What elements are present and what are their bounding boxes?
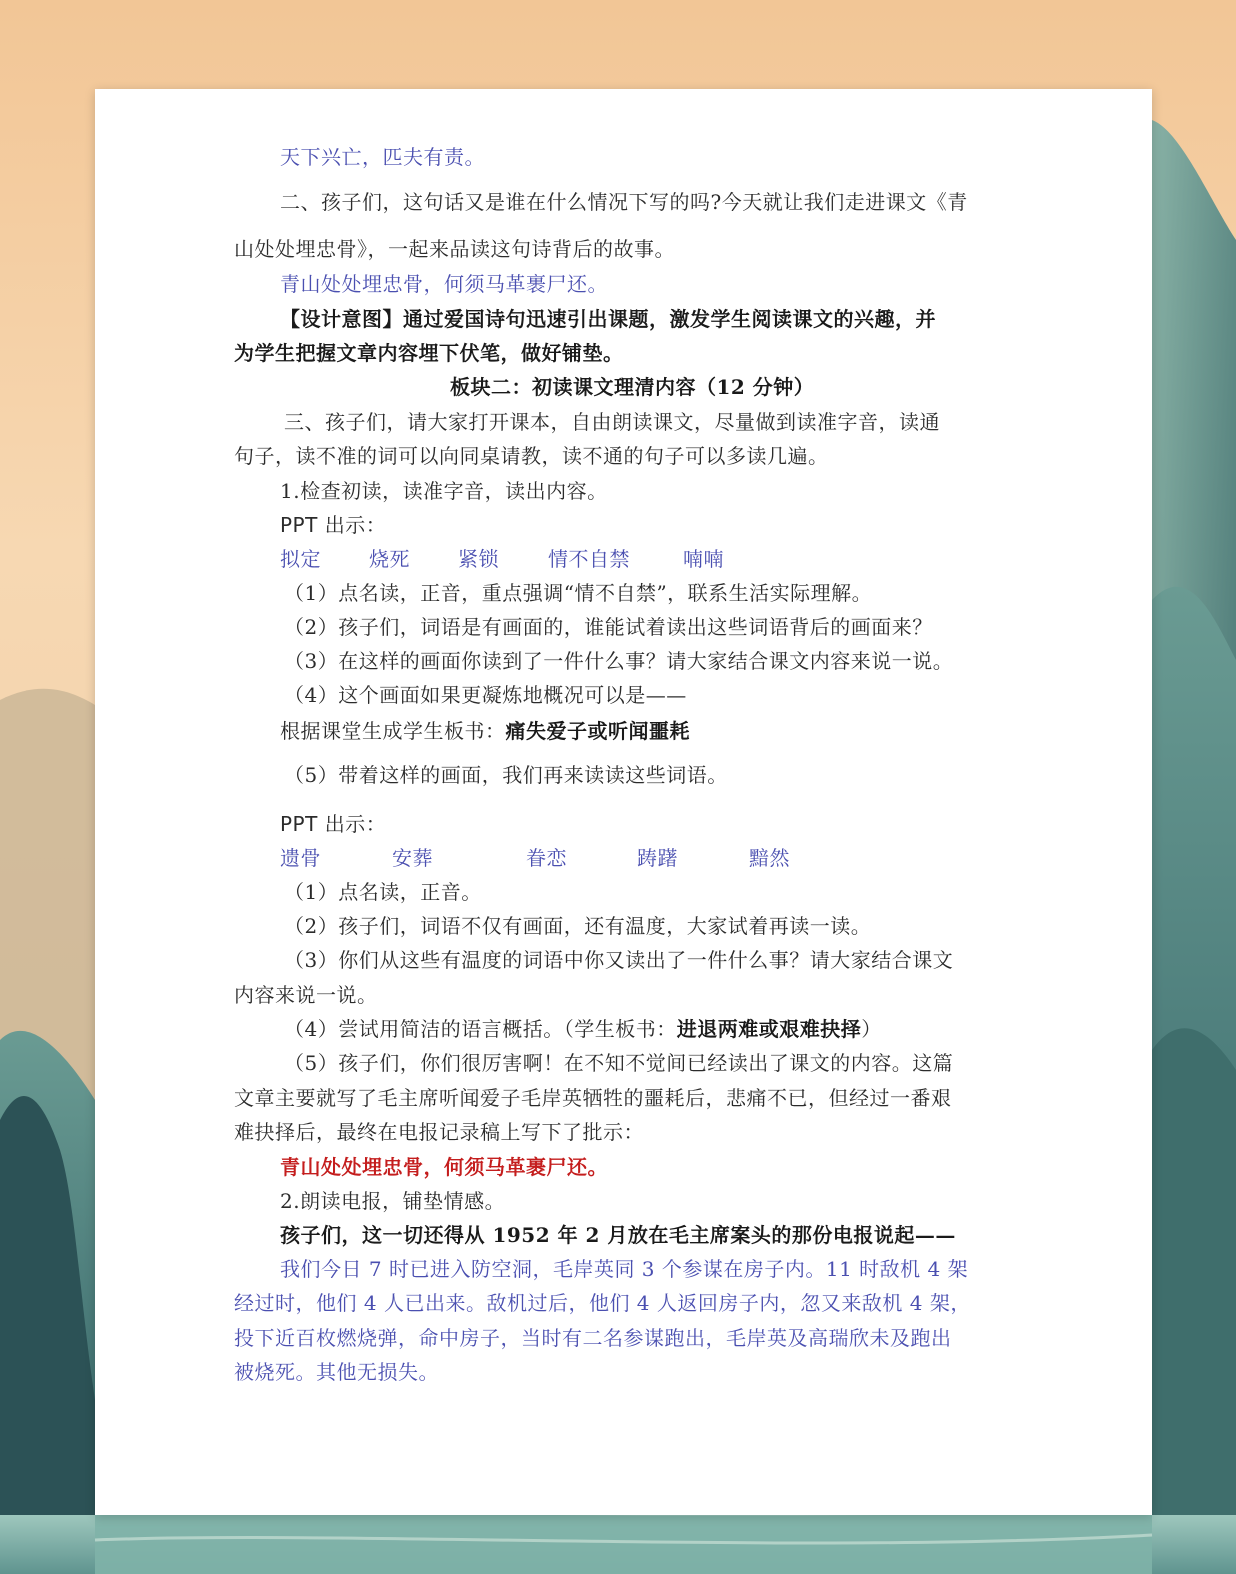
poem-quote: 青山处处埋忠骨，何须马革裹尸还。	[280, 1155, 608, 1179]
text-line: 山处处埋忠骨》，一起来品读这句诗背后的故事。	[234, 237, 675, 261]
board-note: 痛失爱子或听闻噩耗	[505, 719, 690, 743]
text-line: 难抉择后，最终在电报记录稿上写下了批示：	[234, 1120, 644, 1144]
document-page	[95, 89, 1152, 1515]
vocab-word: 情不自禁	[548, 547, 630, 571]
vocab-word: 烧死	[369, 547, 410, 571]
vocab-word: 踌躇	[637, 846, 678, 870]
vocab-word: 拟定	[280, 547, 321, 571]
text-line: 2.朗读电报，铺垫情感。	[280, 1189, 506, 1213]
telegram-line: 投下近百枚燃烧弹，命中房子，当时有二名参谋跑出，毛岸英及高瑞欣未及跑出	[234, 1326, 952, 1350]
text-line: 1.检查初读，读准字音，读出内容。	[280, 479, 608, 503]
text-line: 二、孩子们，这句话又是谁在什么情况下写的吗?今天就让我们走进课文《青	[280, 190, 968, 214]
vocab-word: 遗骨	[280, 846, 321, 870]
text-line: （2）孩子们，词语不仅有画面，还有温度，大家试着再读一读。	[284, 914, 872, 938]
vocab-word: 黯然	[749, 846, 790, 870]
text-line: 文章主要就写了毛主席听闻爱子毛岸英牺牲的噩耗后，悲痛不已，但经过一番艰	[234, 1086, 952, 1110]
ppt-label: PPT 出示：	[280, 812, 387, 836]
text-line: （4）这个画面如果更凝炼地概况可以是——	[284, 683, 687, 707]
telegram-line: 经过时，他们 4 人已出来。敌机过后，他们 4 人返回房子内，忽又来敌机 4 架，	[234, 1291, 971, 1315]
telegram-line: 我们今日 7 时已进入防空洞，毛岸英同 3 个参谋在房子内。11 时敌机 4 架	[280, 1257, 969, 1281]
text-line: （1）点名读，正音，重点强调“情不自禁”，联系生活实际理解。	[284, 581, 873, 605]
board-note-label: （4）尝试用简洁的语言概括。（学生板书：	[284, 1017, 677, 1041]
design-intent: 【设计意图】通过爱国诗句迅速引出课题，激发学生阅读课文的兴趣，并	[280, 307, 936, 331]
text-line: 孩子们，这一切还得从 1952 年 2 月放在毛主席案头的那份电报说起——	[280, 1223, 956, 1247]
text-line: （5）孩子们，你们很厉害啊！在不知不觉间已经读出了课文的内容。这篇	[284, 1051, 954, 1075]
text-line: 为学生把握文章内容埋下伏笔，做好铺垫。	[234, 341, 624, 365]
ppt-label: PPT 出示：	[280, 513, 387, 537]
text-line: （3）你们从这些有温度的词语中你又读出了一件什么事？请大家结合课文	[284, 948, 954, 972]
vocab-word: 眷恋	[526, 846, 567, 870]
vocab-word: 喃喃	[683, 547, 724, 571]
text-line: 青山处处埋忠骨，何须马革裹尸还。	[280, 272, 608, 296]
text-line: 三、孩子们，请大家打开课本，自由朗读课文，尽量做到读准字音，读通	[284, 410, 940, 434]
board-note-close: ）	[861, 1017, 882, 1041]
text-line: （2）孩子们，词语是有画面的，谁能试着读出这些词语背后的画面来？	[284, 615, 933, 639]
text-line: （3）在这样的画面你读到了一件什么事？请大家结合课文内容来说一说。	[284, 649, 954, 673]
board-note: 进退两难或艰难抉择	[676, 1017, 862, 1041]
section-heading: 板块二：初读课文理清内容（12 分钟）	[450, 375, 815, 399]
board-note-line	[284, 1015, 882, 1043]
text-line: （5）带着这样的画面，我们再来读读这些词语。	[284, 763, 728, 787]
text-line: 内容来说一说。	[234, 983, 378, 1007]
vocab-word: 紧锁	[458, 547, 499, 571]
telegram-line: 被烧死。其他无损失。	[234, 1360, 439, 1384]
text-line: 天下兴亡，匹夫有责。	[280, 145, 485, 169]
board-note-label: 根据课堂生成学生板书：	[280, 719, 506, 743]
text-line: （1）点名读，正音。	[284, 880, 482, 904]
board-note-line	[280, 717, 690, 745]
vocab-word: 安葬	[392, 846, 433, 870]
text-line: 句子，读不准的词可以向同桌请教，读不通的句子可以多读几遍。	[234, 444, 829, 468]
